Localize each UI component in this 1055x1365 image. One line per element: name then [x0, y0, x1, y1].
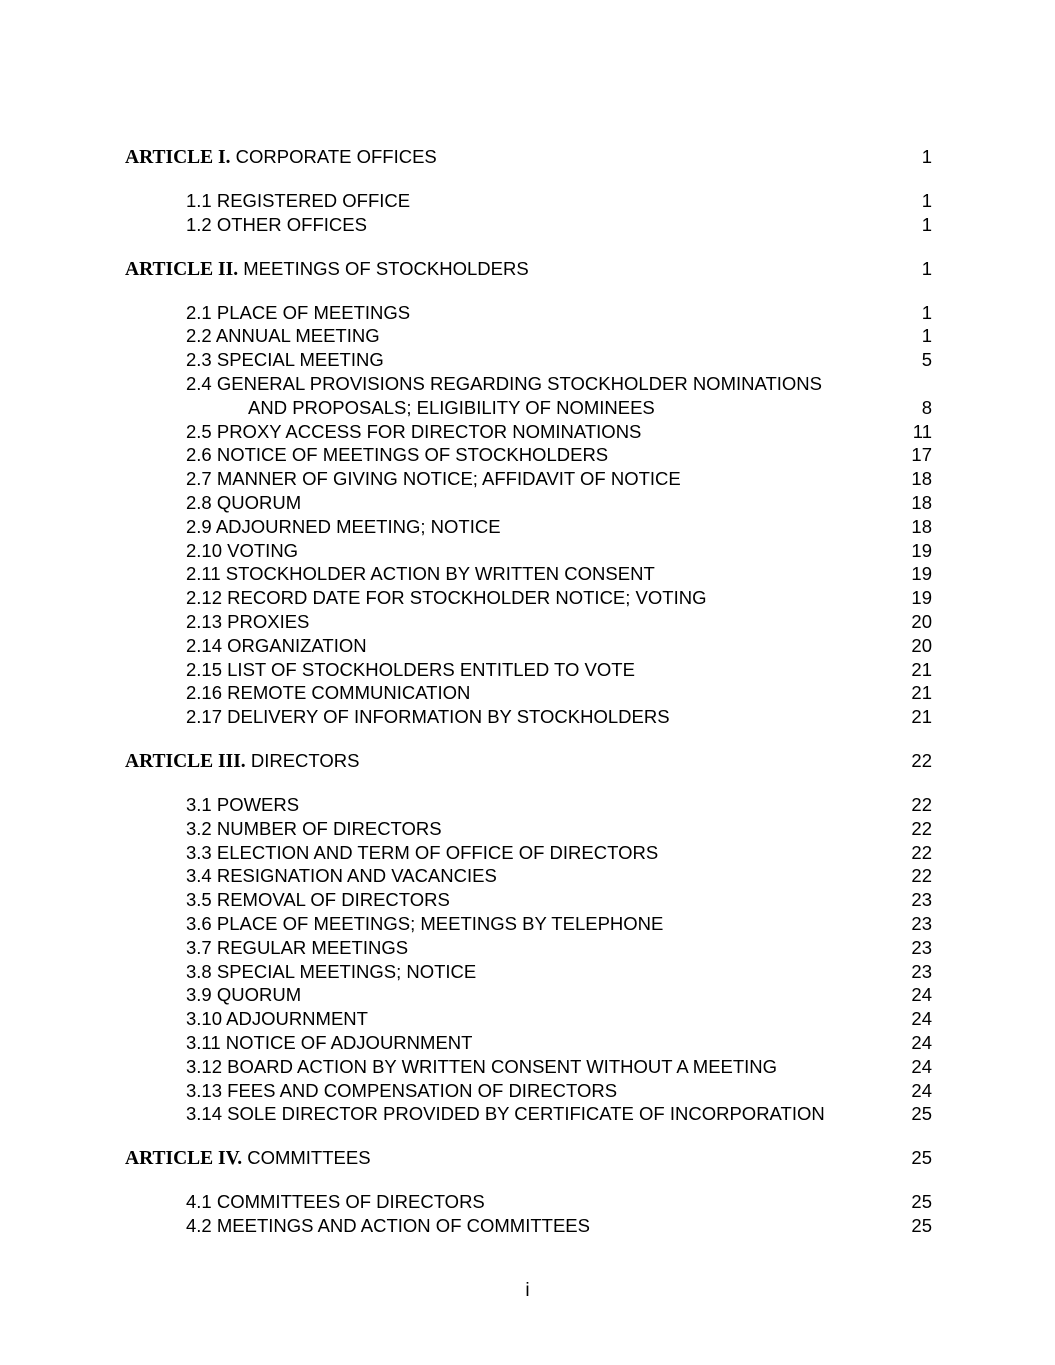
page-ref: 25 [911, 1214, 932, 1236]
toc-entry [125, 912, 932, 936]
page-ref: 11 [912, 420, 932, 442]
section-title: 2.11 STOCKHOLDER ACTION BY WRITTEN CONSENT [186, 563, 655, 585]
toc-entry [125, 983, 932, 1007]
page-ref: 1 [921, 213, 932, 235]
page-ref: 23 [911, 960, 932, 982]
section-title: 3.4 RESIGNATION AND VACANCIES [186, 865, 497, 887]
toc-entry [125, 1102, 932, 1126]
toc-entry [125, 213, 932, 237]
section-title: 3.13 FEES AND COMPENSATION OF DIRECTORS [186, 1079, 618, 1101]
page-ref: 24 [911, 984, 932, 1006]
toc-entry [125, 1055, 932, 1079]
page-ref: 5 [921, 349, 932, 371]
page-ref: 22 [911, 750, 932, 772]
page-ref: 25 [911, 1103, 932, 1125]
page-ref: 24 [911, 1031, 932, 1053]
toc-entry [125, 491, 932, 515]
section-title: 3.8 SPECIAL MEETINGS; NOTICE [186, 960, 477, 982]
section-title: 2.5 PROXY ACCESS FOR DIRECTOR NOMINATIONS [186, 420, 642, 442]
table-of-contents [125, 145, 932, 1258]
toc-entry [125, 324, 932, 348]
page-ref: 19 [911, 539, 932, 561]
toc-entry [125, 586, 932, 610]
page-ref: 21 [911, 682, 932, 704]
article-label: ARTICLE IV. [125, 1148, 243, 1170]
toc-entry [125, 443, 932, 467]
article-title: COMMITTEES [247, 1147, 371, 1169]
page-ref: 22 [911, 865, 932, 887]
toc-entry [125, 936, 932, 960]
article-title: DIRECTORS [250, 749, 360, 771]
page-ref: 1 [921, 325, 932, 347]
toc-entry [125, 1214, 932, 1238]
toc-entry [125, 562, 932, 586]
page-ref: 24 [911, 1079, 932, 1101]
toc-entry [125, 301, 932, 325]
page-ref: 23 [911, 936, 932, 958]
section-title: 2.10 VOTING [186, 539, 299, 561]
section-title: 2.4 GENERAL PROVISIONS REGARDING STOCKHOLDER NOMINATIONS [186, 372, 822, 394]
section-title: 2.8 QUORUM [186, 491, 302, 513]
toc-article-heading [125, 145, 932, 169]
article-label: ARTICLE I. [125, 147, 231, 168]
toc-entry [125, 793, 932, 817]
page-ref: 22 [911, 841, 932, 863]
toc-entry [125, 189, 932, 213]
toc-article-heading [125, 1146, 932, 1170]
section-title: 3.3 ELECTION AND TERM OF OFFICE OF DIRECTORS [186, 841, 659, 863]
page-ref: 25 [911, 1191, 932, 1213]
section-title: 2.6 NOTICE OF MEETINGS OF STOCKHOLDERS [186, 444, 609, 466]
page-ref: 1 [921, 301, 932, 323]
section-title: 3.10 ADJOURNMENT [186, 1008, 368, 1030]
section-title: 3.6 PLACE OF MEETINGS; MEETINGS BY TELEPHONE [186, 912, 664, 934]
page-ref: 1 [921, 257, 932, 279]
section-title: 3.11 NOTICE OF ADJOURNMENT [186, 1031, 473, 1053]
toc-entry [125, 348, 932, 372]
section-title: 3.1 POWERS [186, 793, 300, 815]
page-ref: 19 [911, 563, 932, 585]
section-title: 2.3 SPECIAL MEETING [186, 349, 384, 371]
toc-entry [125, 1031, 932, 1055]
page-ref: 22 [911, 817, 932, 839]
section-title: 2.16 REMOTE COMMUNICATION [186, 682, 471, 704]
page-ref: 24 [911, 1008, 932, 1030]
toc-entry [125, 539, 932, 563]
toc-entry [125, 864, 932, 888]
page-ref: 20 [911, 634, 932, 656]
section-title: 2.17 DELIVERY OF INFORMATION BY STOCKHOLDERS [186, 706, 670, 728]
section-title: 2.12 RECORD DATE FOR STOCKHOLDER NOTICE; VOTING [186, 587, 707, 609]
section-title: 1.2 OTHER OFFICES [186, 213, 367, 235]
page-ref: 22 [911, 793, 932, 815]
page-number: i [525, 1280, 530, 1301]
toc-entry [125, 610, 932, 634]
toc-entry [125, 960, 932, 984]
section-title: 2.9 ADJOURNED MEETING; NOTICE [186, 515, 501, 537]
page-ref: 1 [921, 190, 932, 211]
article-label: ARTICLE II. [125, 258, 239, 280]
toc-entry [125, 634, 932, 658]
section-title: 3.12 BOARD ACTION BY WRITTEN CONSENT WITHOUT A MEETING [186, 1055, 778, 1077]
toc-entry [125, 888, 932, 912]
section-title: 2.2 ANNUAL MEETING [186, 325, 380, 347]
toc-entry [125, 467, 932, 491]
section-title: 3.5 REMOVAL OF DIRECTORS [186, 889, 450, 911]
section-title: 3.14 SOLE DIRECTOR PROVIDED BY CERTIFICATE OF INCORPORATION [186, 1103, 825, 1125]
article-title: MEETINGS OF STOCKHOLDERS [243, 257, 529, 279]
toc-entry [125, 681, 932, 705]
section-title: 3.7 REGULAR MEETINGS [186, 936, 409, 958]
page-ref: 18 [911, 515, 932, 537]
toc-entry [125, 841, 932, 865]
section-title-continued: AND PROPOSALS; ELIGIBILITY OF NOMINEES [248, 396, 655, 418]
toc-entry [125, 1079, 932, 1103]
toc-entry [125, 420, 932, 444]
page-ref: 21 [911, 706, 932, 728]
article-title: CORPORATE OFFICES [235, 146, 437, 167]
toc-entry [125, 705, 932, 729]
section-title: 2.13 PROXIES [186, 610, 310, 632]
section-title: 1.1 REGISTERED OFFICE [186, 190, 411, 211]
page-ref: 24 [911, 1055, 932, 1077]
section-title: 2.7 MANNER OF GIVING NOTICE; AFFIDAVIT OF NOTICE [186, 468, 681, 490]
toc-entry [125, 658, 932, 682]
section-title: 3.9 QUORUM [186, 984, 302, 1006]
page-ref: 1 [921, 146, 932, 168]
toc-entry [125, 1007, 932, 1031]
page-ref: 20 [911, 610, 932, 632]
toc-entry [125, 372, 932, 420]
page-ref: 8 [921, 396, 932, 418]
section-title: 2.1 PLACE OF MEETINGS [186, 301, 411, 323]
toc-entry [125, 817, 932, 841]
page-ref: 23 [911, 889, 932, 911]
page-ref: 25 [911, 1147, 932, 1169]
page-ref: 18 [911, 491, 932, 513]
page-ref: 23 [911, 912, 932, 934]
toc-article-heading [125, 257, 932, 281]
page-ref: 18 [911, 468, 932, 490]
section-title: 2.15 LIST OF STOCKHOLDERS ENTITLED TO VOTE [186, 658, 635, 680]
section-title: 3.2 NUMBER OF DIRECTORS [186, 817, 442, 839]
page-ref: 21 [911, 658, 932, 680]
page-ref: 19 [911, 587, 932, 609]
page-ref: 17 [911, 444, 932, 466]
toc-article-heading [125, 749, 932, 773]
section-title: 4.1 COMMITTEES OF DIRECTORS [186, 1191, 485, 1213]
toc-entry [125, 1190, 932, 1214]
section-title: 2.14 ORGANIZATION [186, 634, 367, 656]
article-label: ARTICLE III. [125, 750, 246, 772]
toc-entry [125, 515, 932, 539]
section-title: 4.2 MEETINGS AND ACTION OF COMMITTEES [186, 1214, 590, 1236]
